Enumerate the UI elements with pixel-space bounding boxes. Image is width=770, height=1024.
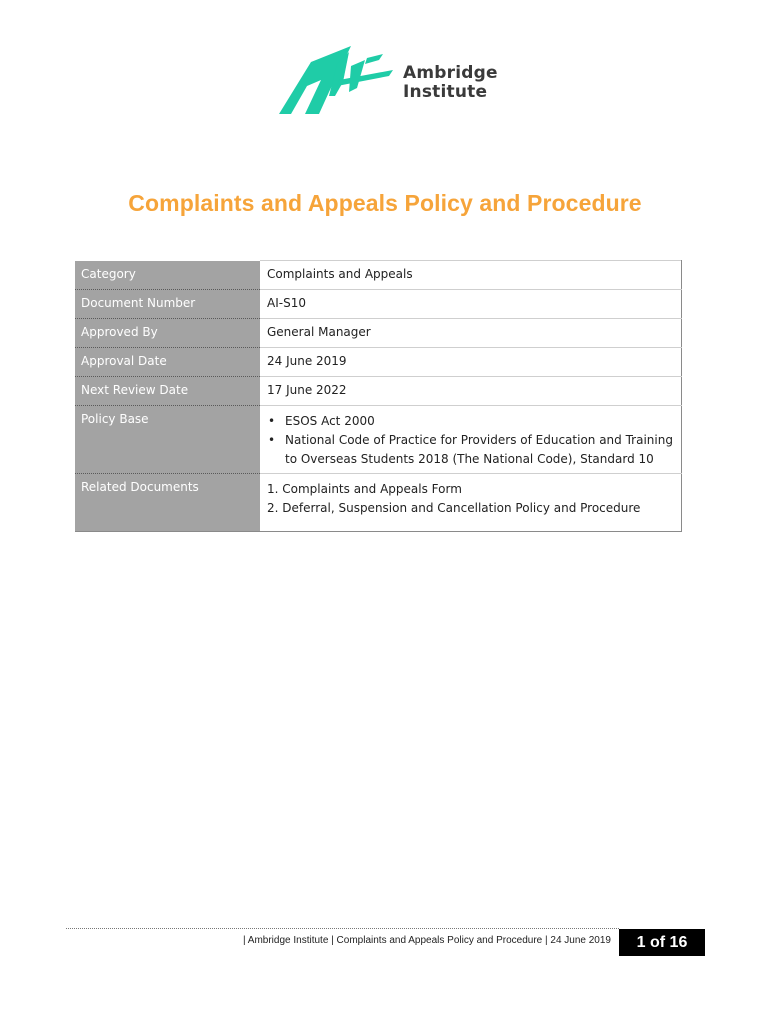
policy-base-list xyxy=(267,412,675,469)
row-label: Related Documents xyxy=(75,474,260,532)
row-label: Approval Date xyxy=(75,348,260,377)
related-documents-list xyxy=(267,480,675,518)
row-value: AI-S10 xyxy=(260,290,682,319)
list-item: 1. Complaints and Appeals Form xyxy=(267,482,462,496)
logo-line-1: Ambridge xyxy=(403,63,498,83)
ambridge-logo-mark-icon xyxy=(279,44,399,116)
table-row xyxy=(75,319,682,348)
row-value xyxy=(260,474,682,532)
table-row xyxy=(75,290,682,319)
row-label: Approved By xyxy=(75,319,260,348)
row-value xyxy=(260,406,682,474)
page-number-badge: 1 of 16 xyxy=(619,929,705,956)
list-item: • ESOS Act 2000 xyxy=(267,412,675,431)
row-label: Policy Base xyxy=(75,406,260,474)
row-label: Category xyxy=(75,261,260,290)
row-value: 24 June 2019 xyxy=(260,348,682,377)
footer-divider xyxy=(66,928,619,929)
row-label: Next Review Date xyxy=(75,377,260,406)
logo-line-2: Institute xyxy=(403,82,488,102)
row-value: Complaints and Appeals xyxy=(260,261,682,290)
document-info-table xyxy=(75,260,682,532)
row-value: 17 June 2022 xyxy=(260,377,682,406)
ambridge-logo xyxy=(279,44,509,116)
list-item: 2. Deferral, Suspension and Cancellation Policy and Procedure xyxy=(267,501,641,515)
row-label: Document Number xyxy=(75,290,260,319)
table-row xyxy=(75,377,682,406)
footer-text: | Ambridge Institute | Complaints and Appeals Policy and Procedure | 24 June 2019 xyxy=(242,935,611,946)
table-row xyxy=(75,348,682,377)
list-item: • National Code of Practice for Providers of Education and Training to Overseas Students 2018 (The National Code), Standard 10 xyxy=(267,431,675,469)
document-title: Complaints and Appeals Policy and Procedure xyxy=(128,190,642,216)
logo-wordmark xyxy=(403,64,498,102)
row-value: General Manager xyxy=(260,319,682,348)
table-row xyxy=(75,261,682,290)
table-row xyxy=(75,474,682,532)
table-row xyxy=(75,406,682,474)
